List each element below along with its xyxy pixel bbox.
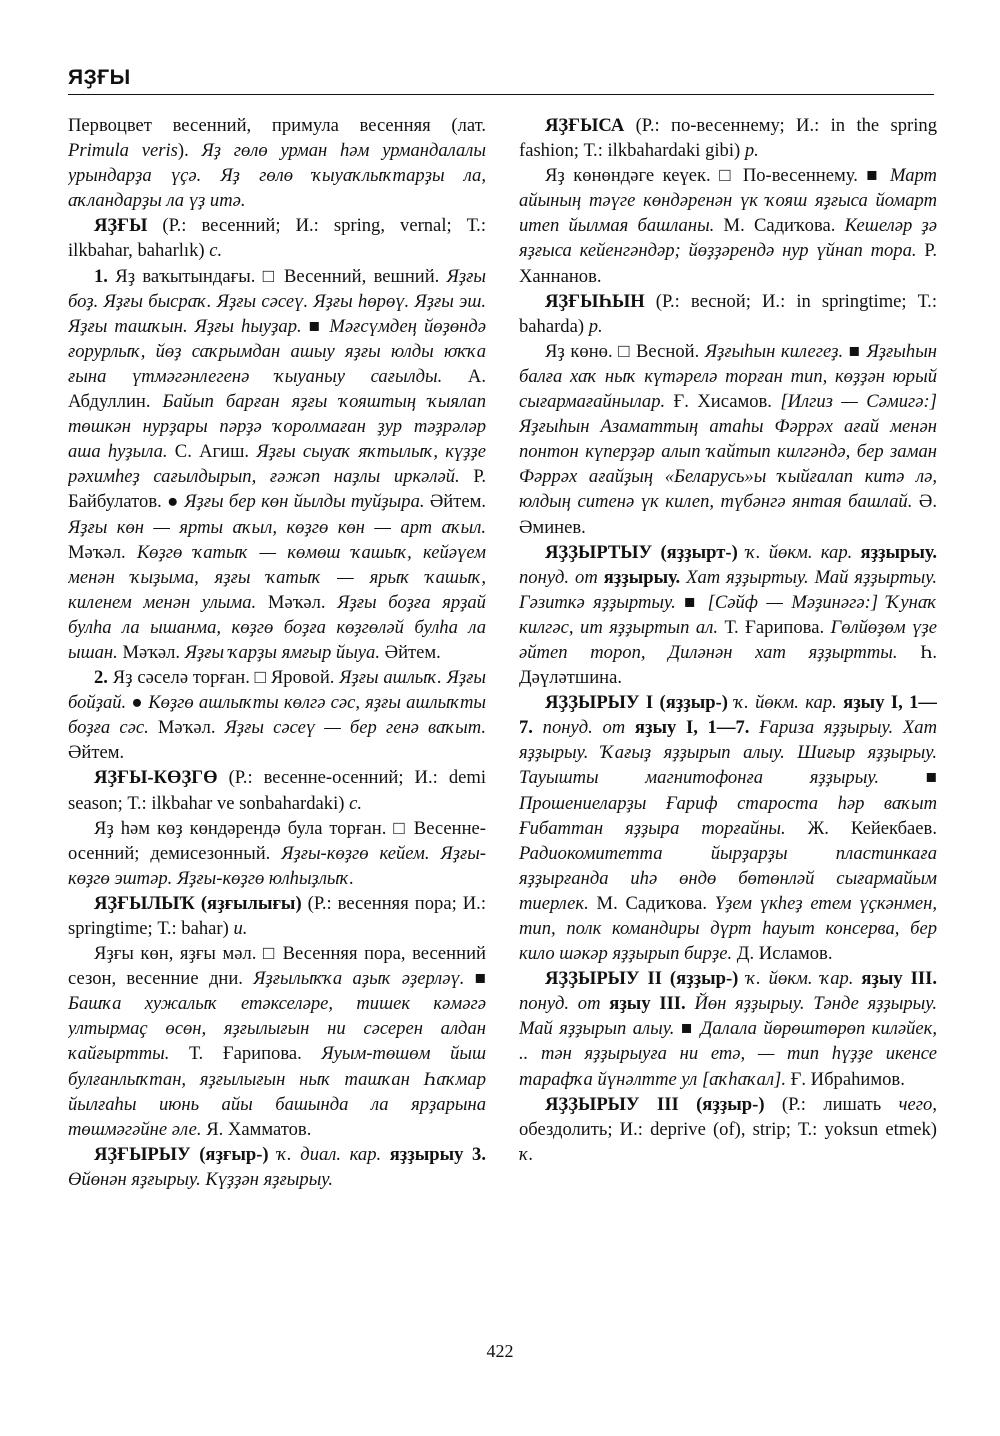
- entry-headword-yazzyryu-3: ЯҘҘЫРЫУ III (яҙҙыр-) (Р.: лишать чего, обездолить; И.: deprive (of), strip; Т.: yoksun etmek) ҡ.: [519, 1093, 937, 1165]
- entry-definition: Яҙ көнө. □ Весной. Яҙғыһын килегеҙ. ■ Яҙғыһын балға хаҡ ныҡ күтәрелә торған тип, көҙҙән юрый сығармағайнылар. Ғ. Хисамов. [Илгиз — Сәмигә:] Яҙғыһын Азаматтың атаһы Фәррәх ағай менән понтон күперҙәр алып ҡайтып килгәндә, бер заман Фәррәх ағайҙың «Беларусь»ы ҡыйғалап китә лә, юлдың ситенә үк килеп, түбәнгә янтая башлай. Ә. Әминев.: [519, 340, 937, 538]
- entry-definition: Яҙ һәм көҙ көндәрендә була торған. □ Весенне-осенний; демисезонный. Яҙғы-көҙгө кейем. Яҙғы-көҙгө эштәр. Яҙғы-көҙгө юлһыҙлыҡ.: [68, 817, 486, 889]
- entry-headword-yazgysa: ЯҘҒЫСА (Р.: по-весеннему; И.: in the spring fashion; Т.: ilkbahardaki gibi) р.: [519, 115, 937, 162]
- entry-headword-yazzyrtyu: ЯҘҘЫРТЫУ (яҙҙырт-) ҡ. йөкм. кар. яҙҙырыу. понуд. от яҙҙырыу. Хат яҙҙыртыу. Май яҙҙыртыу. Гәзиткә яҙҙыртыу. ■ [Сәйф — Мәҙинәгә:] Ҡунаҡ килгәс, ит яҙҙыртып ал. Т. Ғарипова. Гөлйөҙөм үҙе әйтеп тороп, Диләнән хат яҙҙыртты. Һ. Дәүләтшина.: [519, 541, 937, 689]
- entry-sense-1: 1. Яҙ ваҡытындағы. □ Весенний, вешний. Яҙғы боҙ. Яҙғы бысраҡ. Яҙғы сәсеү. Яҙғы һөрөү. Яҙғы эш. Яҙғы ташҡын. Яҙғы һыуҙар. ■ Мәғсүмдең йөҙөндә ғорурлыҡ, йөҙ саҡрымдан ашыу яҙғы юлды юҡҡа ғына үтмәгәнлегенә ҡыуаныу сағылды. А. Абдуллин. Байып барған яҙғы ҡояштың ҡыялап төшкән нурҙары пәрҙә ҡоролмаған ҙур тәҙрәләр аша һуҙыла. С. Агиш. Яҙғы сыуаҡ яҡтылыҡ, күҙҙе рәхимһеҙ сағылдырып, ғәжәп наҙлы иркәләй. Р. Байбулатов. ● Яҙғы бер көн йылды туйҙыра. Әйтем. Яҙғы көн — ярты аҡыл, көҙгө көн — арт аҡыл. Мәҡәл. Көҙгө ҡатыҡ — көмөш ҡашыҡ, кейәүем менән ҡыҙыма, яҙғы ҡатыҡ — ярыҡ ҡашыҡ, киленем менән улыма. Мәҡәл. Яҙғы боҙға ярҙай булһа ла ышанма, көҙгө боҙға көҙгөләй булһа ла ышан. Мәҡәл. Яҙғы ҡарҙы ямғыр йыуа. Әйтем.: [68, 265, 486, 663]
- entry-headword-yazgy: ЯҘҒЫ (Р.: весенний; И.: spring, vernal; Т.: ilkbahar, baharlık) с.: [68, 215, 486, 262]
- right-column: [519, 113, 937, 1328]
- page-number: 422: [486, 1341, 514, 1361]
- running-head: ЯҘҒЫ: [68, 66, 131, 89]
- entry-paragraph: Первоцвет весенний, примула весенняя (лат. Primula veris). Яҙ гөлө урман һәм урмандалалы урындарҙа үҫә. Яҙ гөлө ҡыуаҡлыҡтарҙы ла, аҡландарҙы ла үҙ итә.: [68, 115, 486, 212]
- left-column: [68, 113, 486, 1328]
- entry-headword-yazgyryu: ЯҘҒЫРЫУ (яҙғыр-) ҡ. диал. кар. яҙҙырыу 3. Өйөнән яҙғырыу. Күҙҙән яҙғырыу.: [68, 1143, 486, 1190]
- entry-sense-2: 2. Яҙ сәселә торған. □ Яровой. Яҙғы ашлыҡ. Яҙғы бойҙай. ● Көҙгө ашлыҡты көлгә сәс, яҙғы ашлыҡты боҙға сәс. Мәҡәл. Яҙғы сәсеү — бер генә ваҡыт. Әйтем.: [68, 667, 486, 764]
- entry-headword-yazgylyk: ЯҘҒЫЛЫҠ (яҙғылығы) (Р.: весенняя пора; И.: springtime; Т.: bahar) и.: [68, 892, 486, 939]
- entry-headword-yazzyryu-1: ЯҘҘЫРЫУ I (яҙҙыр-) ҡ. йөкм. кар. яҙыу I, 1—7. понуд. от яҙыу I, 1—7. Ғариза яҙҙырыу. Хат яҙҙырыу. Ҡағыҙ яҙҙырып алыу. Шиғыр яҙҙырыу. Тауышты магнитофонға яҙҙырыу. ■ Прошениеларҙы Ғариф староста һәр ваҡыт Ғибаттан яҙҙыра торғайны. Ж. Кейекбаев. Радиокомитетта йырҙарҙы пластинкаға яҙҙырғанда иһә өндө бөтөнләй сығармайым тиерлек. М. Садиҡова. Үҙем үкһеҙ етем үҫкәнмен, тип, полк командиры дүрт һауыт консерва, бер кило шәкәр яҙҙырып бирҙе. Д. Исламов.: [519, 692, 937, 965]
- entry-headword-yazgyhyn: ЯҘҒЫҺЫН (Р.: весной; И.: in springtime; Т.: baharda) р.: [519, 290, 937, 337]
- entry-headword-yazgy-kozgo: ЯҘҒЫ-КӨҘГӨ (Р.: весенне-осенний; И.: demi season; Т.: ilkbahar ve sonbahardaki) с.: [68, 767, 486, 814]
- entry-headword-yazzyryu-2: ЯҘҘЫРЫУ II (яҙҙыр-) ҡ. йөкм. ҡар. яҙыу III. понуд. от яҙыу III. Йөн яҙҙырыу. Тәнде яҙҙырыу. Май яҙҙырып алыу. ■ Далала йөрөштөрөп киләйек, .. тән яҙҙырыуға ни етә, — тип һүҙҙе икенсе тарафҡа йүнәлтте ул [аҡһаҡал]. Ғ. Ибраһимов.: [519, 968, 937, 1090]
- entry-definition: Яҙ көнөндәге кеүек. □ По-весеннему. ■ Март айының тәүге көндәренән үк ҡояш яҙғыса йомарт итеп йылмая башланы. М. Садиҡова. Кешеләр ҙә яҙғыса кейенгәндәр; йөҙҙәрендә нур үйнап тора. Р. Ханнанов.: [519, 165, 937, 287]
- entry-definition: Яҙғы көн, яҙғы мәл. □ Весенняя пора, весенний сезон, весенние дни. Яҙғылыҡҡа аҙыҡ әҙерләү. ■ Башҡа хужалыҡ етәкселәре, тишек кәмәгә ултырмаҫ өсөн, яҙғылығын ни сәсерен алдан ҡайғыртты. Т. Ғарипова. Яуым-төшөм йыш булғанлыҡтан, яҙғылығын ныҡ ташҡан Һаҡмар йылғаһы июнь айы башында ла ярҙарына төшмәгәйне әле. Я. Хамматов.: [68, 943, 486, 1140]
- header-rule: [68, 94, 934, 95]
